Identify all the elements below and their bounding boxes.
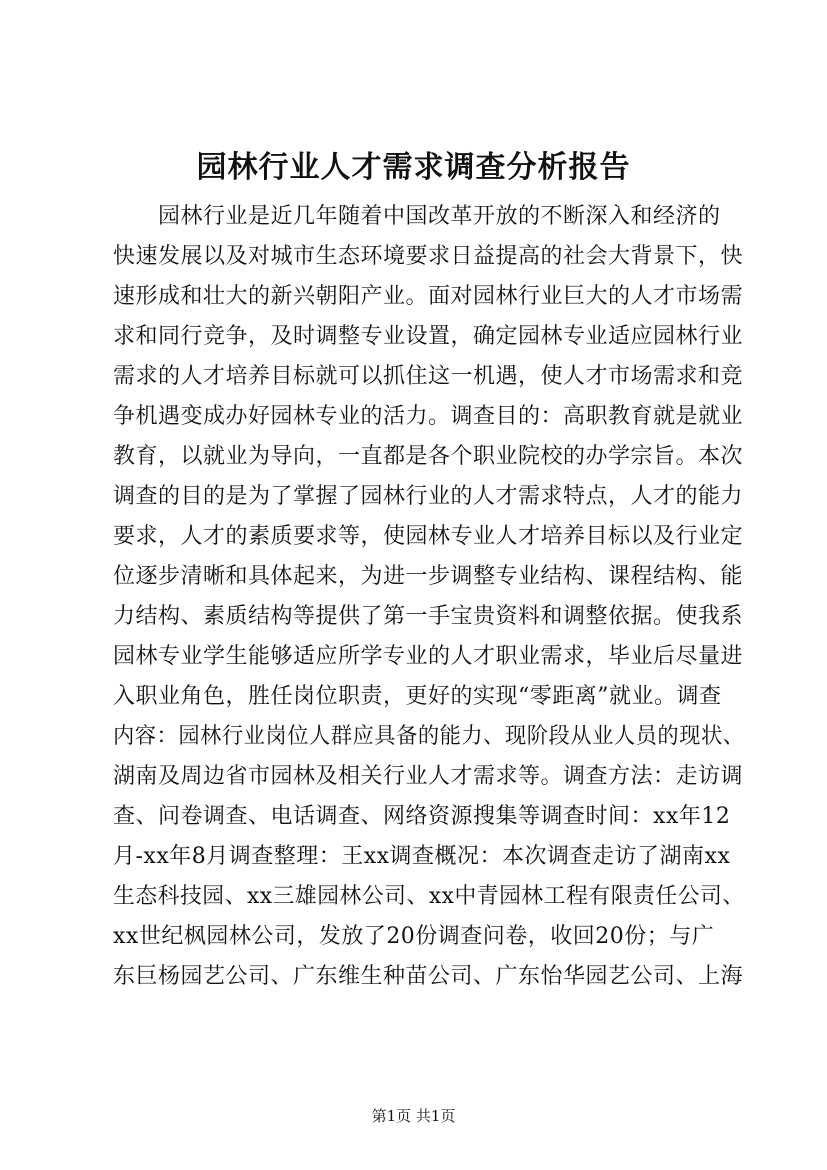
body-line: 求和同行竞争，及时调整专业设置，确定园林专业适应园林行业: [113, 324, 744, 349]
body-line: 查、问卷调查、电话调查、网络资源搜集等调查时间：xx年12: [113, 804, 731, 829]
body-line: 教育，以就业为导向，一直都是各个职业院校的办学宗旨。本次: [113, 444, 744, 469]
body-line: 内容：园林行业岗位人群应具备的能力、现阶段从业人员的现状、: [113, 724, 745, 749]
body-line: 园林行业是近几年随着中国改革开放的不断深入和经济的: [158, 204, 721, 229]
body-line: 调查的目的是为了掌握了园林行业的人才需求特点，人才的能力: [113, 484, 744, 509]
body-line: xx世纪枫园林公司，发放了20份调查问卷，收回20份；与广: [113, 924, 715, 949]
body-line: 东巨杨园艺公司、广东维生种苗公司、广东怡华园艺公司、上海: [113, 964, 744, 989]
body-line: 位逐步清晰和具体起来，为进一步调整专业结构、课程结构、能: [113, 564, 744, 589]
body-line: 力结构、素质结构等提供了第一手宝贵资料和调整依据。使我系: [113, 604, 744, 629]
document-title: 园林行业人才需求调查分析报告: [196, 150, 631, 185]
body-line: 要求，人才的素质要求等，使园林专业人才培养目标以及行业定: [113, 524, 744, 549]
page-footer: 第1页 共1页: [371, 1107, 456, 1125]
body-line: 需求的人才培养目标就可以抓住这一机遇，使人才市场需求和竞: [113, 364, 744, 389]
body-line: 月-xx年8月调查整理：王xx调查概况：本次调查走访了湖南xx: [113, 844, 731, 869]
body-line: 速形成和壮大的新兴朝阳产业。面对园林行业巨大的人才市场需: [113, 284, 744, 309]
body-line: 快速发展以及对城市生态环境要求日益提高的社会大背景下，快: [113, 244, 744, 269]
body-line: 入职业角色，胜任岗位职责，更好的实现“零距离”就业。调查: [113, 684, 722, 709]
body-line: 湖南及周边省市园林及相关行业人才需求等。调查方法：走访调: [113, 764, 744, 789]
body-line: 争机遇变成办好园林专业的活力。调查目的：高职教育就是就业: [113, 404, 744, 429]
body-line: 园林专业学生能够适应所学专业的人才职业需求，毕业后尽量进: [113, 644, 744, 669]
body-line: 生态科技园、xx三雄园林公司、xx中青园林工程有限责任公司、: [113, 884, 745, 909]
